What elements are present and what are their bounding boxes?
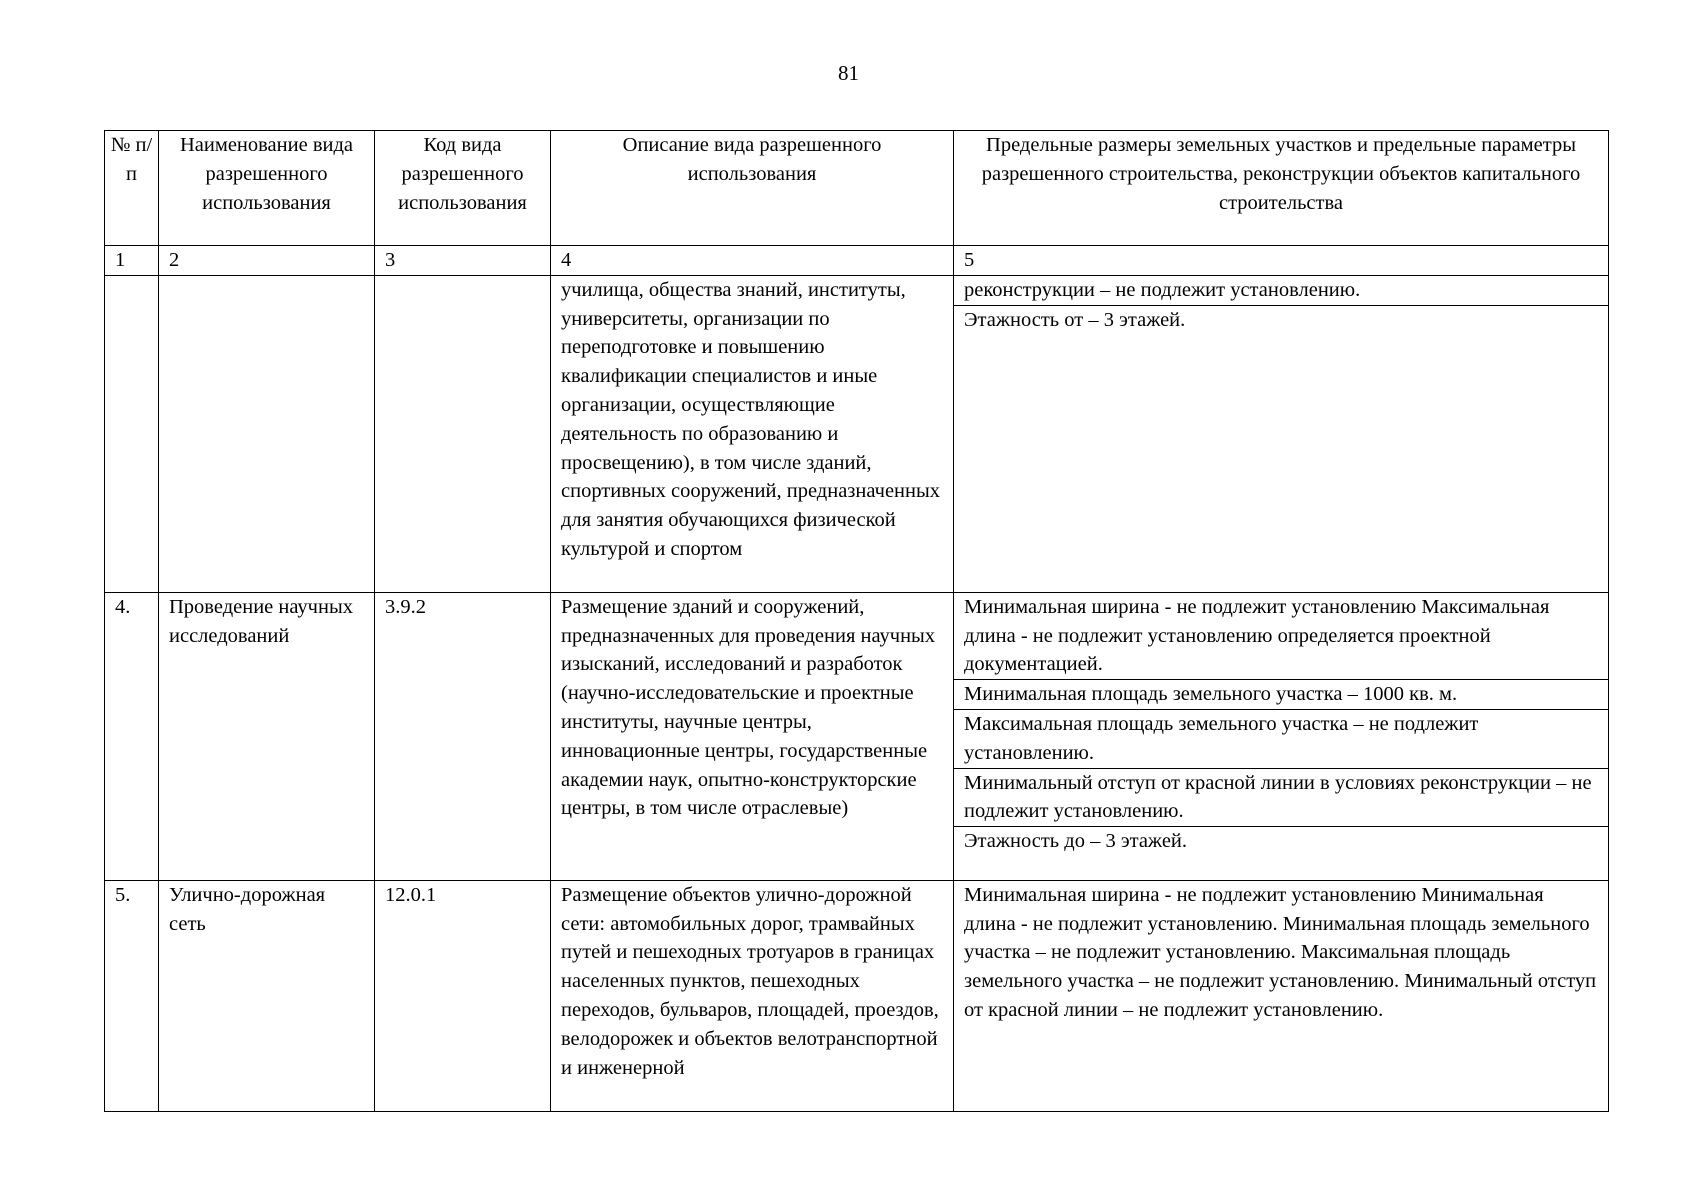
- param-item: Этажность до – 3 этажей.: [954, 826, 1608, 856]
- row-code: 12.0.1: [375, 880, 551, 1111]
- header-number: № п/ п: [105, 131, 159, 246]
- row-description: Размещение зданий и сооружений, предназначенных для проведения научных изысканий, исследований и разработок (научно-исследовательские и проектные институты, научные центры, инновационные центры, государственные академии наук, опытно-конструкторские центры, в том числе отраслевые): [551, 592, 954, 880]
- header-params: Предельные размеры земельных участков и предельные параметры разрешенного строительства, реконструкции объектов капитального строительства: [954, 131, 1609, 246]
- header-code: Код вида разрешенного использования: [375, 131, 551, 246]
- column-number: 1: [105, 246, 159, 276]
- param-item: Этажность от – 3 этажей.: [954, 305, 1608, 335]
- row-params: [954, 880, 1609, 1111]
- table-row: [105, 275, 1609, 592]
- param-item: реконструкции – не подлежит установлению.: [964, 278, 1361, 301]
- column-number: 4: [551, 246, 954, 276]
- row-code: [375, 275, 551, 592]
- param-item: Минимальная площадь земельного участка – 1000 кв. м.: [954, 679, 1608, 709]
- param-item: Максимальная площадь земельного участка – не подлежит установлению.: [954, 709, 1608, 768]
- param-item: Минимальная ширина - не подлежит установлению Максимальная длина - не подлежит установлению определяется проектной документацией.: [964, 595, 1550, 676]
- header-description: Описание вида разрешенного использования: [551, 131, 954, 246]
- header-name: Наименование вида разрешенного использования: [159, 131, 375, 246]
- row-description: Размещение объектов улично-дорожной сети: автомобильных дорог, трамвайных путей и пешеходных тротуаров в границах населенных пунктов, пешеходных переходов, бульваров, площадей, проездов, велодорожек и объектов велотранспортной и инженерной: [551, 880, 954, 1111]
- row-number: [105, 275, 159, 592]
- param-item: Минимальная ширина - не подлежит установлению Минимальная длина - не подлежит установлению. Минимальная площадь земельного участка – не подлежит установлению. Максимальная площадь земельного участка – не подлежит установлению. Минимальный отступ от красной линии – не подлежит установлению.: [964, 883, 1597, 1021]
- column-number-row: [105, 246, 1609, 276]
- table-row: [105, 880, 1609, 1111]
- row-number: 4.: [105, 592, 159, 880]
- row-number: 5.: [105, 880, 159, 1111]
- row-name: [159, 275, 375, 592]
- param-item: Минимальный отступ от красной линии в условиях реконструкции – не подлежит установлению.: [954, 768, 1608, 827]
- permitted-use-table: [104, 130, 1609, 1112]
- row-params: [954, 275, 1609, 592]
- row-description: училища, общества знаний, институты, университеты, организации по переподготовке и повышению квалификации специалистов и иные организации, осуществляющие деятельность по образованию и просвещению), в том числе зданий, спортивных сооружений, предназначенных для занятия обучающихся физической культурой и спортом: [551, 275, 954, 592]
- column-number: 2: [159, 246, 375, 276]
- column-number: 3: [375, 246, 551, 276]
- row-name: Улично-дорожная сеть: [159, 880, 375, 1111]
- table-header-row: [105, 131, 1609, 246]
- row-name: Проведение научных исследований: [159, 592, 375, 880]
- row-code: 3.9.2: [375, 592, 551, 880]
- column-number: 5: [954, 246, 1609, 276]
- table-row: [105, 592, 1609, 880]
- page-number: 81: [838, 61, 859, 85]
- row-params: [954, 592, 1609, 880]
